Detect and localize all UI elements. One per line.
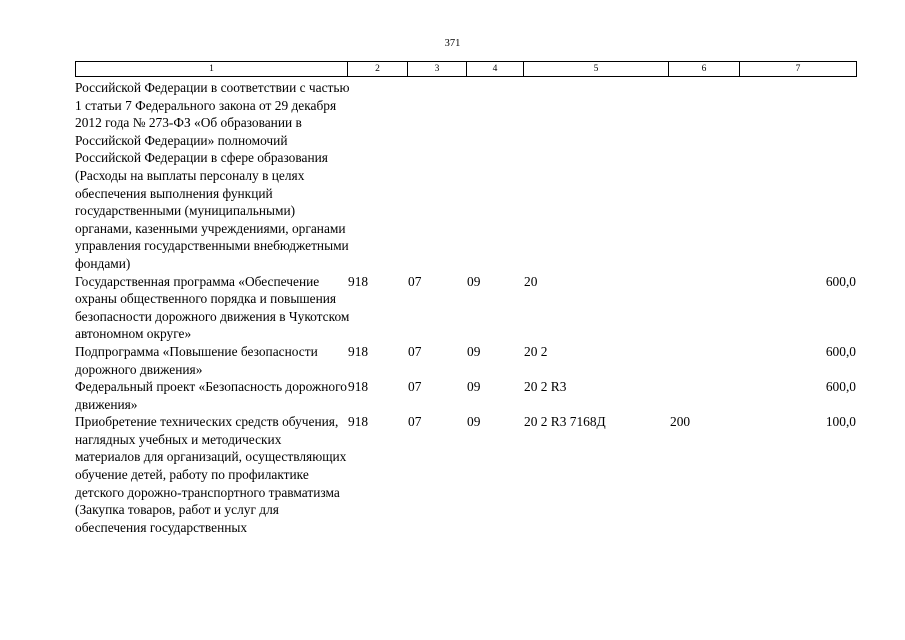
row-target-code: 20 [524,273,538,289]
column-header-3: 3 [408,62,467,77]
column-header-6: 6 [669,62,740,77]
column-header-2: 2 [348,62,408,77]
row-section-code: 07 [408,379,422,395]
row-section-code: 07 [408,273,422,289]
row-section-code: 07 [408,343,422,359]
column-header-5: 5 [524,62,669,77]
row-ministry-code: 918 [348,273,369,289]
table-row [75,378,856,413]
row-name: Приобретение технических средств обучения, наглядных учебных и методических материалов для организаций, осуществляющих обучение детей, работу по профилактике детского дорожно-транспортного травматизма (Закупка товаров, работ и услуг для обеспечения государственных [75,414,347,535]
row-subsection-code: 09 [467,273,481,289]
row-ministry-code: 918 [348,379,369,395]
row-target-code: 20 2 R3 7168Д [524,414,606,430]
table-body [75,79,856,536]
table-row [75,413,856,536]
row-amount: 100,0 [825,414,856,430]
row-ministry-code: 918 [348,343,369,359]
row-name: Федеральный проект «Безопасность дорожного движения» [75,379,347,412]
row-section-code: 07 [408,414,422,430]
row-subsection-code: 09 [467,414,481,430]
row-target-code: 20 2 R3 [524,379,567,395]
row-amount: 600,0 [825,343,856,359]
row-ministry-code: 918 [348,414,369,430]
column-header-4: 4 [467,62,524,77]
page-number: 371 [444,38,461,49]
table-row [75,343,856,378]
column-number-header [75,61,857,77]
row-amount: 600,0 [825,379,856,395]
table-row [75,273,856,343]
row-subsection-code: 09 [467,379,481,395]
row-subsection-code: 09 [467,343,481,359]
row-name: Государственная программа «Обеспечение охраны общественного порядка и повышения безопасности дорожного движения в Чукотском автономном округе» [75,273,350,342]
row-name: Российской Федерации в соответствии с частью 1 статьи 7 Федерального закона от 29 декабря 2012 года № 273-ФЗ «Об образовании в Российской Федерации» полномочий Российской Федерации в сфере образования (Расходы на выплаты персоналу в целях обеспечения выполнения функций государственными (муниципальными) органами, казенными учреждениями, органами управления государственными внебюджетными фондами) [75,80,350,271]
column-header-1: 1 [76,62,348,77]
row-target-code: 20 2 [524,343,548,359]
column-header-7: 7 [740,62,857,77]
row-expense-type: 200 [670,414,691,430]
row-name: Подпрограмма «Повышение безопасности дорожного движения» [75,343,318,377]
row-amount: 600,0 [825,273,856,289]
table-row [75,79,856,273]
